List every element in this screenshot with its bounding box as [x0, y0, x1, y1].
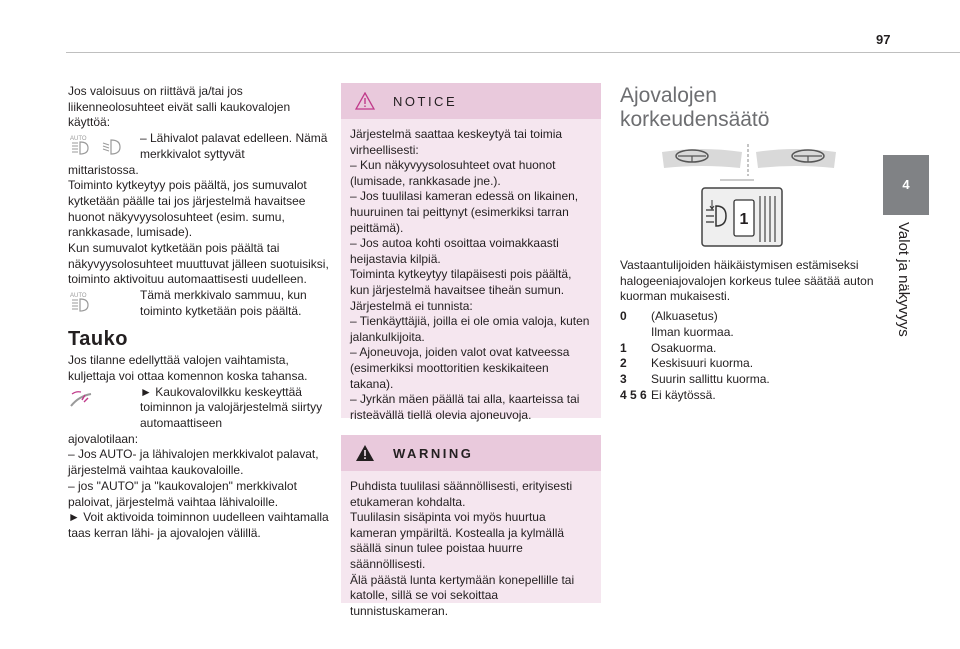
steering-wheel-left-icon: [662, 149, 742, 168]
notice-body: [341, 119, 601, 433]
load-legend: [620, 309, 878, 403]
indicator-icons-2: [68, 288, 140, 313]
legend-value: Osakuorma.: [651, 340, 717, 355]
section-heading-tauko: Tauko: [68, 327, 128, 350]
dash-item-2: – jos "AUTO" ja "kaukovalojen" merkkivalot paloivat, järjestelmä vaihtaa lähivaloille.: [68, 478, 297, 509]
header-rule: [66, 52, 960, 53]
legend-value: Suurin sallittu kuorma.: [651, 371, 770, 386]
paragraph-reactivate: Kun sumuvalot kytketään pois päältä tai näkyvyysolosuhteet muuttuvat jälleen suotuisiksi, toiminto aktivoituu automaattisesti uudelleen.: [68, 241, 329, 287]
warning-box: [341, 435, 601, 618]
warning-title: WARNING: [393, 445, 474, 461]
headlamp-level-dial-icon: [702, 188, 782, 246]
warning-body: [341, 471, 601, 629]
notice-triangle-icon: [355, 92, 375, 110]
notice-line: – Ajoneuvoja, joiden valot ovat katveessa (esimerkiksi moottoritien keskikaiteen takana).: [350, 345, 570, 391]
notice-line: – Jyrkän mäen päällä tai alla, kaarteissa tai risteävällä tiellä olevia ajoneuvoja.: [350, 392, 580, 422]
intro-paragraph: Jos valoisuus on riittävä ja/tai jos liikenneolosuhteet eivät salli kaukovalojen käyttöä:: [68, 84, 291, 130]
legend-key: 3: [620, 371, 627, 386]
section-heading-headlamp-adjust: Ajovalojen korkeudensäätö: [620, 84, 770, 131]
page-number: 97: [876, 32, 891, 47]
notice-header: [341, 83, 601, 119]
indicator-icons-3: [68, 385, 140, 410]
notice-line: Järjestelmä saattaa keskeytyä tai toimia virheellisesti:: [350, 127, 563, 157]
legend-row: [620, 388, 878, 404]
chapter-title-text: Valot ja näkyvyys: [895, 222, 912, 337]
legend-row: [620, 325, 878, 341]
auto-high-beam-icon: [68, 134, 94, 156]
tauko-intro: Jos tilanne edellyttää valojen vaihtamista, kuljettaja voi ottaa komennon koska tahansa.: [68, 353, 308, 383]
warning-line: Älä päästä lunta kertymään konepellille tai katolle, sillä se voi sekoittaa tunnistuskameran.: [350, 572, 575, 618]
column-lighting-text: [68, 84, 330, 542]
indicator-row-1: [68, 131, 330, 162]
indicator-icons-1: [68, 131, 140, 156]
legend-row: [620, 372, 878, 388]
indicator-text-2: Tämä merkkivalo sammuu, kun toiminto kytketään pois päältä.: [140, 288, 307, 318]
legend-value: (Alkuasetus): [651, 309, 718, 324]
arrow-item-1: ► Voit aktivoida toiminnon uudelleen vaihtamalla taas kerran lähi- ja ajovalojen välillä.: [68, 510, 329, 540]
auto-lamp-icon: [68, 291, 94, 313]
warning-triangle-icon: [355, 444, 375, 462]
legend-row: [620, 356, 878, 372]
legend-row: [620, 309, 878, 325]
legend-value: Keskisuuri kuorma.: [651, 356, 754, 371]
svg-text:AUTO: AUTO: [70, 136, 87, 143]
headlamp-adjust-illustration: [660, 140, 840, 250]
steering-wheel-right-icon: [756, 149, 836, 168]
headlamp-flash-stalk-icon: [68, 388, 94, 410]
indicator-row-3: [68, 385, 330, 432]
dash-item-1: – Jos AUTO- ja lähivalojen merkkivalot palavat, järjestelmä vaihtaa kaukovaloille.: [68, 447, 319, 478]
paragraph-fog: Toiminto kytkeytyy pois päältä, jos sumuvalot kytketään päälle tai jos järjestelmä havaitsee huonot näkyvyysolosuhteet (esim. sumu, rankkasade, lumisade).: [68, 178, 307, 240]
legend-value: Ei käytössä.: [651, 387, 716, 402]
column-headlamp-adjust: [620, 258, 878, 403]
chapter-tab: 4: [883, 155, 929, 215]
low-beam-icon: [100, 134, 126, 156]
notice-line: – Kun näkyvyysolosuhteet ovat huonot (lumisade, rankkasade jne.).: [350, 158, 556, 188]
legend-key: 2: [620, 356, 627, 371]
legend-key: 4 5 6: [620, 387, 647, 402]
indicator-text-3: ► Kaukovalovilkku keskeyttää toiminnon ja valojärjestelmä siirtyy automaattiseen: [140, 384, 323, 431]
legend-row: [620, 341, 878, 357]
notice-line: Järjestelmä ei tunnista:: [350, 298, 473, 313]
after-icons-text-1: mittaristossa.: [68, 162, 139, 177]
warning-line: Tuulilasin sisäpinta voi myös huurtua kameran ympäriltä. Kostealla ja kylmällä säällä sinun tulee poistaa huurre säännöllisesti.: [350, 510, 565, 571]
svg-text:AUTO: AUTO: [70, 293, 87, 300]
legend-key: [620, 325, 651, 341]
notice-box: [341, 83, 601, 422]
headlamp-intro: Vastaantulijoiden häikäistymisen estämiseksi halogeeniajovalojen korkeus tulee säätää auton kuorman mukaisesti.: [620, 258, 874, 304]
notice-line: – Jos tuulilasi kameran edessä on likainen, huuruinen tai peittynyt (esimerkiksi tarran peittämä).: [350, 189, 579, 235]
notice-line: – Jos autoa kohti osoittaa voimakkaasti heijastavia kilpiä.: [350, 236, 559, 266]
legend-value: Ilman kuormaa.: [651, 324, 734, 339]
chapter-title: [888, 222, 912, 362]
notice-line: Toiminta kytkeytyy tilapäisesti pois päältä, kun järjestelmä havaitsee tiheän sumun.: [350, 267, 572, 297]
dial-value: 1: [739, 211, 749, 228]
indicator-row-2: [68, 288, 330, 319]
warning-line: Puhdista tuulilasi säännöllisesti, erityisesti etukameran kohdalta.: [350, 479, 573, 509]
legend-key: 1: [620, 340, 627, 355]
legend-key: 0: [620, 309, 627, 324]
warning-header: [341, 435, 601, 471]
notice-title: NOTICE: [393, 93, 458, 109]
after-icons-text-3: ajovalotilaan:: [68, 431, 139, 446]
notice-line: – Tienkäyttäjiä, joilla ei ole omia valoja, kuten jalankulkijoita.: [350, 314, 590, 344]
indicator-text-1: – Lähivalot palavat edelleen. Nämä merkkivalot syttyvät: [140, 131, 328, 161]
